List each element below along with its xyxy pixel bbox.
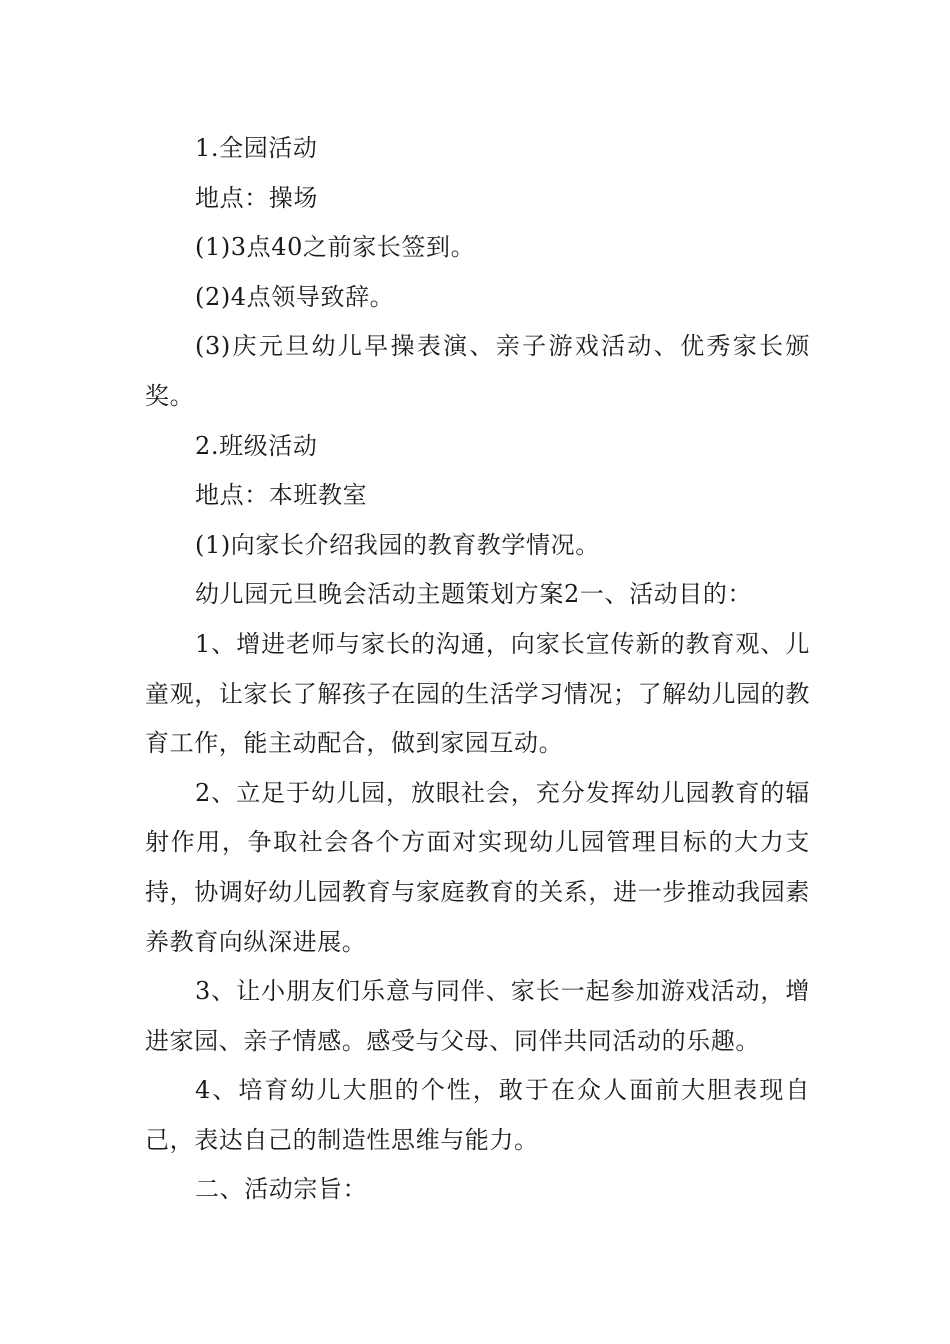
location-line: 地点：本班教室 bbox=[195, 481, 368, 510]
list-item: (1)向家长介绍我园的教育教学情况。 bbox=[195, 530, 600, 559]
body-paragraph: 3、让小朋友们乐意与同伴、家长一起参加游戏活动，增进家园、亲子情感。感受与父母、同伴共同活动的乐趣。 bbox=[145, 977, 810, 1055]
section-heading-school-activity: 1.全园活动 bbox=[195, 134, 318, 162]
body-paragraph: 4、培育幼儿大胆的个性，敢于在众人面前大胆表现自己，表达自己的制造性思维与能力。 bbox=[145, 1076, 810, 1154]
document-body bbox=[145, 124, 810, 1215]
body-paragraph: 2、立足于幼儿园，放眼社会，充分发挥幼儿园教育的辐射作用，争取社会各个方面对实现幼儿园管理目标的大力支持，协调好幼儿园教育与家庭教育的关系，进一步推动我园素养教育向纵深进展。 bbox=[145, 778, 810, 956]
section-heading-purpose: 二、活动宗旨： bbox=[195, 1175, 368, 1204]
location-line: 地点：操场 bbox=[195, 183, 318, 212]
list-item: (3)庆元旦幼儿早操表演、亲子游戏活动、优秀家长颁奖。 bbox=[145, 332, 810, 410]
plan-title-line: 幼儿园元旦晚会活动主题策划方案2一、活动目的： bbox=[195, 580, 753, 609]
list-item: (1)3点40之前家长签到。 bbox=[195, 233, 476, 262]
body-paragraph: 1、增进老师与家长的沟通，向家长宣传新的教育观、儿童观，让家长了解孩子在园的生活学习情况；了解幼儿园的教育工作，能主动配合，做到家园互动。 bbox=[145, 629, 810, 758]
list-item: (2)4点领导致辞。 bbox=[195, 282, 395, 311]
section-heading-class-activity: 2.班级活动 bbox=[195, 431, 318, 460]
